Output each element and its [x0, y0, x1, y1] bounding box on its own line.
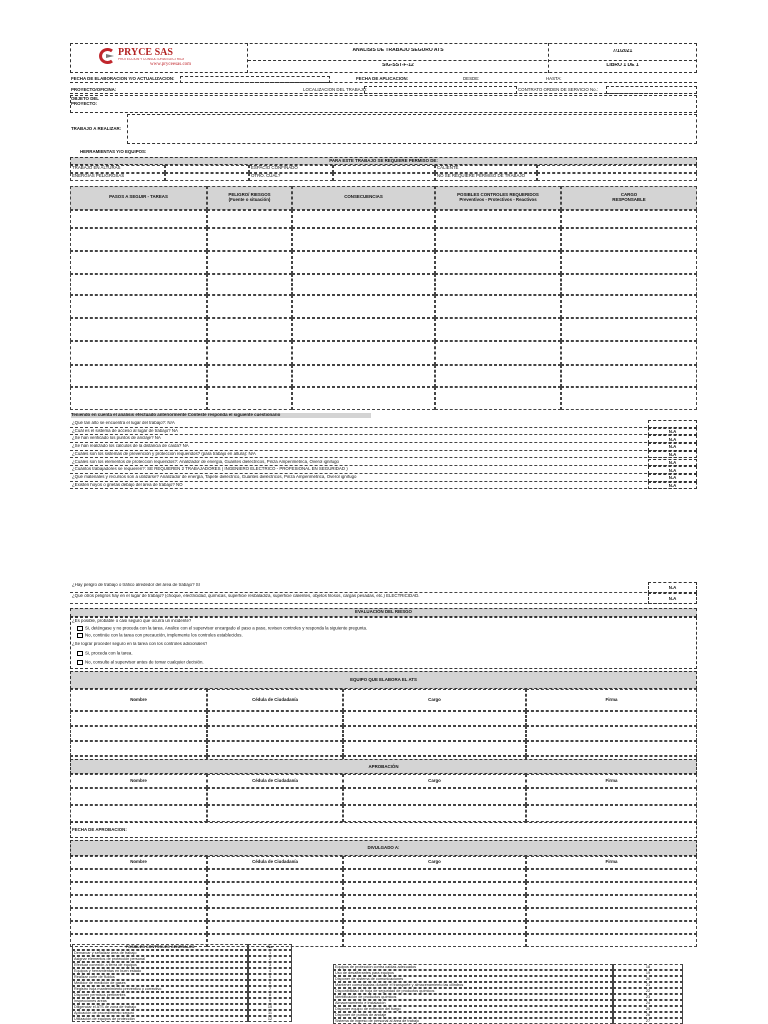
pasos-cell[interactable]: [70, 295, 207, 318]
controles-title: POSIBLES CONTROLES REQUERIDOS: [457, 192, 539, 197]
permisos-header: PARA ESTE TRABAJO SE REQUIERE PERMISO DE:: [70, 157, 697, 165]
div-col-cedula: Cédula de Ciudadanía: [207, 856, 343, 869]
question-text: ¿Se han realizado los cálculos de la distancia de caída? NA: [72, 444, 189, 449]
control-number: 27: [613, 1018, 683, 1024]
eval-o2: No, continúe con la tarea con precaución, implemente los controles establecidos.: [85, 632, 243, 638]
question-answer[interactable]: N.A: [648, 459, 697, 467]
div-cell[interactable]: [70, 921, 207, 934]
pasos-cell[interactable]: [207, 295, 292, 318]
div-cell[interactable]: [343, 921, 526, 934]
question-row: [70, 466, 697, 474]
controles-left-table: [72, 944, 292, 1022]
question-row: [70, 582, 697, 593]
pasos-cell[interactable]: [292, 318, 435, 341]
equipo-cell[interactable]: [526, 726, 697, 741]
pasos-cell[interactable]: [207, 228, 292, 251]
aprob-col-cargo: Cargo: [343, 774, 526, 788]
control-item: Almacenamiento e instalación: [333, 1000, 613, 1006]
eval-option-2[interactable]: [77, 633, 243, 639]
div-cell[interactable]: [343, 882, 526, 895]
pasos-header: [70, 186, 697, 210]
control-number: 21: [613, 982, 683, 988]
div-cell[interactable]: [526, 934, 697, 947]
question-text: ¿Se han verificado los puntos de anclaje? NA: [72, 436, 161, 441]
permisos-grid: [70, 165, 697, 181]
checkbox-no-consulte[interactable]: [77, 660, 83, 665]
aprob-col-nombre: Nombre: [70, 774, 207, 788]
equipo-cell[interactable]: [343, 711, 526, 726]
div-cell[interactable]: [207, 869, 343, 882]
pasos-cell[interactable]: [207, 274, 292, 295]
aprob-cell[interactable]: [207, 805, 343, 822]
eval-o4: No, consulte al supervisor antes de tomar cualquier decisión.: [85, 659, 204, 665]
equipo-col-firma: Firma: [526, 689, 697, 711]
pasos-cell[interactable]: [292, 210, 435, 228]
div-cell[interactable]: [526, 882, 697, 895]
div-cell[interactable]: [207, 882, 343, 895]
pasos-cell[interactable]: [435, 318, 561, 341]
control-item: Diligenciar el ATS de zona de trabajo: [72, 1004, 248, 1010]
question-answer[interactable]: [648, 420, 697, 428]
pasos-cell[interactable]: [435, 341, 561, 365]
control-item: Efectuar conexión a tierra de equipos: [72, 962, 248, 968]
info-line-1: [70, 82, 697, 83]
question-answer[interactable]: N.A: [648, 474, 697, 482]
permiso-otro-box[interactable]: [333, 173, 435, 181]
div-cell[interactable]: [526, 908, 697, 921]
control-item: Disponer de puntos de anclaje: [333, 1012, 613, 1018]
controles-head-no: No: [248, 944, 292, 950]
pasos-cell[interactable]: [435, 387, 561, 410]
div-cell[interactable]: [343, 908, 526, 921]
control-item: Disponer permisos pertinentes: [72, 992, 248, 998]
control-number: 5: [248, 974, 292, 980]
equipo-cell[interactable]: [70, 726, 207, 741]
control-number: 19: [613, 970, 683, 976]
header-vline: [548, 43, 549, 73]
controles-head: POSIBLES CONTROLES GENERALES: [72, 944, 248, 950]
question-text: ¿Cuáles son los elementos de protección requeridos?: Analizador de energía, Guantes dieléctricos, Pinza Amperimétrica, Overol ignifugo: [72, 459, 339, 464]
pasos-cell[interactable]: [70, 341, 207, 365]
permiso-alturas-box[interactable]: [165, 165, 249, 173]
aprob-cell[interactable]: [343, 788, 526, 805]
pasos-cell[interactable]: [561, 210, 697, 228]
pasos-cell[interactable]: [292, 295, 435, 318]
control-number: 23: [613, 994, 683, 1000]
pasos-cell[interactable]: [70, 228, 207, 251]
div-cell[interactable]: [343, 869, 526, 882]
pasos-col-consecuencias: CONSECUENCIAS: [292, 186, 435, 210]
logo-mark: [98, 48, 116, 64]
pasos-cell[interactable]: [435, 365, 561, 387]
equipo-cell[interactable]: [343, 741, 526, 756]
question-answer[interactable]: N.A: [648, 451, 697, 459]
question-text: ¿Qué otros peligros hay en el lugar de trabajo? (choque, electricidad, químicas, superficie resbaladiza, superficie calientes, objetos filosos, cargas pesadas, etc.) ELECTRICIDAD.: [72, 594, 420, 598]
control-item: Aplicación de procedimiento seguro: [72, 1010, 248, 1016]
checkbox-si-deténgase[interactable]: [77, 626, 83, 631]
permiso-no-requiere: NO SE REQUIERE PERMISO DE TRABAJO: [435, 173, 537, 181]
eval-q2: ¿Se lograr proceder seguro en la tarea con los controles adicionales?: [72, 642, 208, 646]
control-number: 26: [613, 1012, 683, 1018]
pasos-cell[interactable]: [561, 251, 697, 274]
permiso-no-requiere-box[interactable]: [537, 173, 697, 181]
control-item: Realizar corte de fluidos: [72, 974, 248, 980]
pasos-cell[interactable]: [561, 318, 697, 341]
div-cell[interactable]: [526, 895, 697, 908]
div-col-cargo: Cargo: [343, 856, 526, 869]
control-number: 8: [248, 992, 292, 998]
question-text: ¿Qué materiales y recursos son a utilizarse? Analizador de energía, Tapete dieléctrico, Guantes dieléctricos, Pinza Amperimétrica, Overol ignífugo: [72, 474, 357, 479]
pasos-cell[interactable]: [435, 228, 561, 251]
control-number: 1: [248, 950, 292, 956]
pasos-cell[interactable]: [435, 251, 561, 274]
eval-option-3[interactable]: [77, 651, 133, 657]
doc-title: ANÁLISIS DE TRABAJO SEGURO ATS: [352, 48, 444, 53]
question-row: [70, 443, 697, 451]
localizacion-label: LOCALIZACIÓN DEL TRABAJO:: [303, 88, 368, 92]
control-number: 7: [248, 986, 292, 992]
contrato-field[interactable]: [606, 86, 697, 94]
equipo-cell[interactable]: [70, 741, 207, 756]
pasos-cell[interactable]: [70, 274, 207, 295]
hasta-label: HASTA:: [546, 77, 562, 81]
div-cell[interactable]: [207, 895, 343, 908]
question-text: ¿Cuál es el sistema de acceso al lugar de trabajo? NA: [72, 428, 178, 433]
permiso-energias-box[interactable]: [165, 173, 249, 181]
question-answer[interactable]: N.A: [648, 593, 697, 604]
question-row: [70, 593, 697, 604]
localizacion-field[interactable]: [364, 86, 517, 94]
control-number: 6: [248, 980, 292, 986]
control-item: Registro hoja mantenimiento preventivo y correctivo: [72, 986, 248, 992]
pasos-col-controles: [435, 186, 561, 210]
cargo-title: CARGO: [620, 192, 638, 197]
div-col-firma: Firma: [526, 856, 697, 869]
fecha-elab-label: FECHA DE ELABORACIÓN Y/O ACTUALIZACIÓN:: [71, 77, 175, 81]
control-number: 2: [248, 956, 292, 962]
aprob-cell[interactable]: [343, 805, 526, 822]
evaluacion-title: EVALUACIÓN DEL RIESGO: [70, 608, 697, 617]
pasos-cell[interactable]: [70, 365, 207, 387]
peligro-title: PELIGRO/ RIESGOS: [228, 192, 271, 197]
control-number: 12: [248, 1016, 292, 1022]
permiso-caliente: CALIENTE: [435, 165, 537, 173]
div-cell[interactable]: [343, 895, 526, 908]
pasos-col-tareas: PASOS A SEGUIR - TAREAS: [70, 186, 207, 210]
control-item: Disponer de sistema de comunicaciones: [333, 976, 613, 982]
logo-name: PRYCE SAS: [118, 47, 173, 58]
fecha-aprobacion-label: FECHA DE APROBACIÓN:: [72, 828, 127, 832]
control-number: 25: [613, 1006, 683, 1012]
aprob-cell[interactable]: [207, 788, 343, 805]
pasos-cell[interactable]: [292, 274, 435, 295]
logo-url: www.pryceesas.com: [150, 62, 192, 67]
control-number: 18: [613, 964, 683, 970]
herramientas-label: HERRAMIENTAS Y/O EQUIPOS:: [80, 150, 147, 154]
pasos-cell[interactable]: [561, 295, 697, 318]
pasos-cell[interactable]: [561, 341, 697, 365]
equipo-cell[interactable]: [207, 711, 343, 726]
pasos-cell[interactable]: [70, 387, 207, 410]
question-text: ¿Qué tan alto se encuentra el lugar del trabajo?: N/A: [72, 421, 175, 425]
pasos-col-peligro: [207, 186, 292, 210]
control-item: Asignar elementos de protección personal: [72, 956, 248, 962]
pasos-cell[interactable]: [292, 228, 435, 251]
eval-option-1[interactable]: [77, 626, 367, 632]
pasos-cell[interactable]: [561, 274, 697, 295]
pasos-cell[interactable]: [207, 318, 292, 341]
control-item: Demarcar y señalizar área de trabajo: [72, 950, 248, 956]
question-text: ¿Existen hoyos o grietas debajo del área de trabajo? NO: [72, 482, 183, 487]
control-item: Uso de desaflerantes para equipos: [333, 970, 613, 976]
div-cell[interactable]: [70, 908, 207, 921]
div-cell[interactable]: [70, 882, 207, 895]
permiso-alturas: TRABAJO EN ALTURAS: [70, 165, 165, 173]
cargo-sub: RESPONSABLE: [612, 196, 646, 202]
pasos-cell[interactable]: [292, 387, 435, 410]
question-answer[interactable]: N.A: [648, 466, 697, 474]
control-number: 3: [248, 962, 292, 968]
checkbox-si-proceda[interactable]: [77, 651, 83, 656]
pasos-cell[interactable]: [561, 387, 697, 410]
contrato-label: CONTRATO ORDEN DE SERVICIO No.:: [518, 88, 599, 92]
div-cell[interactable]: [70, 895, 207, 908]
logo-tagline: PROTECCIÓN Y CONSULTORÍA ELÉCTRICA: [118, 58, 185, 61]
div-cell[interactable]: [343, 934, 526, 947]
control-number: 11: [248, 1010, 292, 1016]
question-row: [70, 451, 697, 459]
pasos-cell[interactable]: [207, 365, 292, 387]
doc-code: SIG-SST-F-12: [382, 63, 414, 68]
objeto-field[interactable]: [70, 95, 697, 113]
control-item: Identificación de productos químicos: [333, 994, 613, 1000]
control-number: 22: [613, 988, 683, 994]
question-text: ¿Cuáles son los sistemas de prevención y protección requeridos? (para trabajo en altura): N/A: [72, 451, 256, 456]
equipo-cell[interactable]: [207, 741, 343, 756]
checkbox-no-continue[interactable]: [77, 633, 83, 638]
question-answer[interactable]: N.A: [648, 582, 697, 593]
question-row: [70, 482, 697, 490]
equipo-col-cedula: Cédula de Ciudadanía: [207, 689, 343, 711]
control-item: Inspecciones areas: [72, 998, 248, 1004]
doc-date: 7/1/2021: [612, 49, 633, 54]
eval-o1: Si, deténgase y no proceda con la tarea. Analice con el supervisor encargado el paso a paso, revisen controles y responda la siguiente pregunta.: [85, 625, 368, 631]
control-number: 10: [248, 1004, 292, 1010]
pasos-cell[interactable]: [435, 210, 561, 228]
pasos-col-cargo: [561, 186, 697, 210]
equipo-cell[interactable]: [343, 726, 526, 741]
question-row: [70, 420, 697, 428]
pasos-cell[interactable]: [70, 210, 207, 228]
question-answer[interactable]: N.A: [648, 443, 697, 451]
equipo-cell[interactable]: [207, 726, 343, 741]
equipo-col-cargo: Cargo: [343, 689, 526, 711]
permiso-confinado: ESPACIO CONFINADO: [249, 165, 333, 173]
pasos-cell[interactable]: [207, 387, 292, 410]
equipo-cell[interactable]: [70, 711, 207, 726]
pasos-cell[interactable]: [435, 295, 561, 318]
aprob-cell[interactable]: [526, 805, 697, 822]
control-number: 4: [248, 968, 292, 974]
equipo-cell[interactable]: [526, 741, 697, 756]
div-cell[interactable]: [70, 869, 207, 882]
question-row: [70, 459, 697, 467]
div-cell[interactable]: [207, 921, 343, 934]
trabajo-field[interactable]: [127, 114, 697, 144]
question-row: [70, 474, 697, 482]
aprob-col-firma: Firma: [526, 774, 697, 788]
control-item: Utilización de equipos de protección: [72, 1016, 248, 1022]
fecha-aplic-label: FECHA DE APLICACIÓN:: [356, 77, 409, 81]
pasos-cell[interactable]: [207, 210, 292, 228]
peligro-sub: (Fuente o situación): [228, 196, 271, 202]
aprob-cell[interactable]: [526, 788, 697, 805]
pasos-cell[interactable]: [561, 228, 697, 251]
pasos-cell[interactable]: [292, 251, 435, 274]
pasos-cell[interactable]: [561, 365, 697, 387]
question-row: [70, 435, 697, 443]
control-item: Equipos de protección contra caídas adecuados: [333, 964, 613, 970]
equipo-title: EQUIPO QUE ELABORA EL ATS: [70, 671, 697, 689]
div-cell[interactable]: [526, 921, 697, 934]
desde-label: DESDE:: [463, 77, 480, 81]
control-item: Mantener comunicadas durante el transporte y almacenamiento las cilindros: [333, 982, 613, 988]
question-answer[interactable]: N.A: [648, 435, 697, 443]
controles-right-table: [333, 964, 683, 1024]
control-item: Medidor de medición de gases: [72, 980, 248, 986]
control-item: Disponer equipo de extinción del fuego: [333, 1006, 613, 1012]
pasos-cell[interactable]: [70, 318, 207, 341]
eval-option-4[interactable]: [77, 660, 204, 666]
aprob-cell[interactable]: [70, 805, 207, 822]
permiso-energias: ENERGÍAS PELIGROSAS: [70, 173, 165, 181]
logo-cell: [70, 43, 248, 73]
question-answer[interactable]: N.A: [648, 482, 697, 490]
eval-o3: Si, proceda con la tarea.: [85, 650, 133, 656]
pasos-cell[interactable]: [70, 251, 207, 274]
control-number: 9: [248, 998, 292, 1004]
aprob-cell[interactable]: [70, 788, 207, 805]
aprobacion-table: [70, 774, 697, 822]
eval-q1: ¿Es posible, probable o casi seguro que ocurra un incidente?: [72, 619, 192, 623]
permiso-confinado-box[interactable]: [333, 165, 435, 173]
pasos-body: [70, 210, 697, 410]
pasos-cell[interactable]: [292, 341, 435, 365]
divulgado-title: DIVULGADO A:: [70, 840, 697, 856]
aprobacion-title: APROBACIÓN: [70, 759, 697, 774]
equipo-cell[interactable]: [526, 711, 697, 726]
control-item: Equipos y herramientas en buen estado: [72, 968, 248, 974]
trabajo-label: TRABAJO A REALIZAR:: [71, 127, 122, 131]
proyecto-label: PROYECTO/OFICINA:: [71, 88, 117, 92]
control-item: Sistema de ingreso de personal al área de trabajo: [333, 1018, 613, 1024]
pasos-cell[interactable]: [292, 365, 435, 387]
equipo-col-nombre: Nombre: [70, 689, 207, 711]
div-cell[interactable]: [526, 869, 697, 882]
pasos-cell[interactable]: [207, 251, 292, 274]
controles-sub: Preventivos - Protectivos - Reactivos: [459, 196, 537, 202]
question-answer[interactable]: N.A: [648, 428, 697, 436]
question-row: [70, 428, 697, 436]
div-cell[interactable]: [207, 908, 343, 921]
divulgado-table: [70, 856, 697, 947]
doc-book: LIBRO 1 DE 1: [606, 63, 639, 68]
control-item: Disponibilidad de hoja de seguridad de productos químicos: [333, 988, 613, 994]
pasos-cell[interactable]: [435, 274, 561, 295]
div-col-nombre: Nombre: [70, 856, 207, 869]
fecha-elab-field[interactable]: [180, 76, 330, 83]
permiso-caliente-box[interactable]: [537, 165, 697, 173]
fecha-aprobacion-row[interactable]: [70, 822, 697, 838]
header-divider: [248, 60, 697, 61]
control-number: 20: [613, 976, 683, 982]
questions-intro: Teniendo en cuenta el análisis efectuado anteriormente Conteste responda el siguiente cuestionario: [71, 413, 371, 418]
objeto-label: OBJETO DEL PROYECTO:: [71, 97, 99, 106]
question-text: ¿Cuántos trabajadores se requieren?: SE REQUIEREN 2 TRABAJADORES ( INGENIERO ELECTRICO - PROFESIONAL EN SEGURIDAD ): [72, 467, 348, 472]
permiso-otro: OTRO. CUAL?: [249, 173, 333, 181]
question-text: ¿Hay peligro de trabajo o tráfico alrededor del área de trabajo? SI: [72, 583, 200, 587]
pasos-cell[interactable]: [207, 341, 292, 365]
control-number: 24: [613, 1000, 683, 1006]
aprob-col-cedula: Cédula de Ciudadanía: [207, 774, 343, 788]
